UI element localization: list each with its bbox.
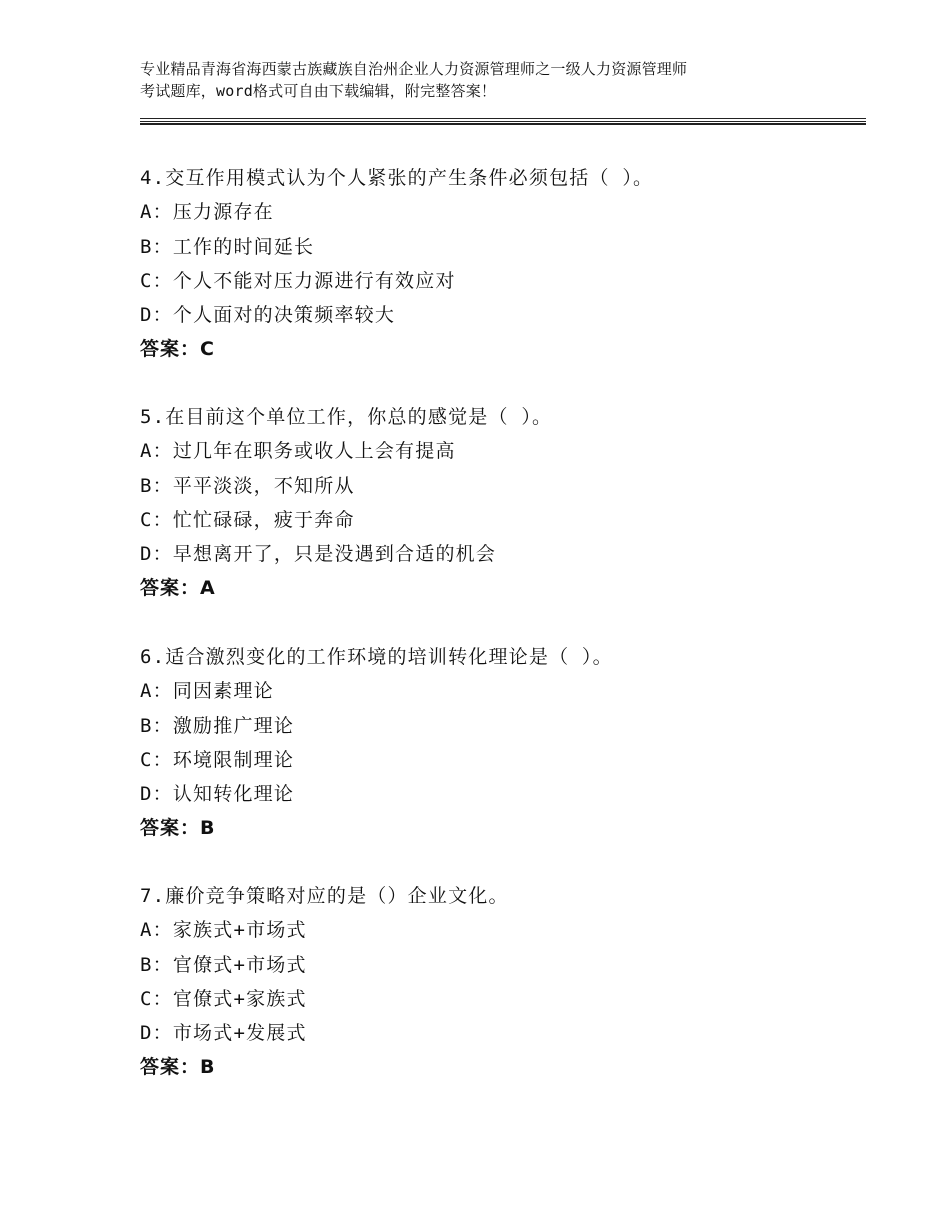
option-b: B：激励推广理论: [140, 714, 295, 737]
answer-line: 答案：A: [140, 577, 216, 600]
question-block: [140, 400, 860, 606]
option-b: B：平平淡淡，不知所从: [140, 474, 355, 497]
option-d: D：认知转化理论: [140, 783, 295, 806]
option-d: D：个人面对的决策频率较大: [140, 304, 396, 327]
option-b: B：工作的时间延长: [140, 235, 315, 258]
document-header: [140, 58, 840, 102]
answer-line: 答案：C: [140, 338, 215, 361]
header-divider-thin: [140, 118, 866, 119]
option-c: C：官僚式+家族式: [140, 987, 307, 1010]
option-c: C：环境限制理论: [140, 748, 295, 771]
answer-line: 答案：B: [140, 1056, 216, 1079]
question-stem: 6.适合激烈变化的工作环境的培训转化理论是（ ）。: [140, 646, 613, 668]
question-block: [140, 161, 860, 367]
option-a: A：压力源存在: [140, 201, 274, 224]
question-block: [140, 879, 860, 1085]
header-divider-thick: [140, 123, 866, 125]
option-d: D：早想离开了，只是没遇到合适的机会: [140, 543, 497, 566]
option-a: A：家族式+市场式: [140, 919, 307, 942]
answer-line: 答案：B: [140, 817, 216, 840]
option-a: A：同因素理论: [140, 680, 274, 703]
option-c: C：个人不能对压力源进行有效应对: [140, 269, 456, 292]
option-c: C：忙忙碌碌，疲于奔命: [140, 508, 355, 531]
header-line-1: 专业精品青海省海西蒙古族藏族自治州企业人力资源管理师之一级人力资源管理师: [140, 60, 688, 78]
option-a: A：过几年在职务或收人上会有提高: [140, 440, 456, 463]
question-stem: 5.在目前这个单位工作，你总的感觉是（ ）。: [140, 406, 553, 428]
question-stem: 4.交互作用模式认为个人紧张的产生条件必须包括（ ）。: [140, 167, 654, 189]
header-line-2: 考试题库，word格式可自由下载编辑，附完整答案！: [140, 82, 497, 100]
option-d: D：市场式+发展式: [140, 1022, 307, 1045]
header-divider-thin: [140, 121, 866, 122]
question-block: [140, 640, 860, 846]
option-b: B：官僚式+市场式: [140, 953, 307, 976]
question-stem: 7.廉价竞争策略对应的是（）企业文化。: [140, 885, 509, 907]
